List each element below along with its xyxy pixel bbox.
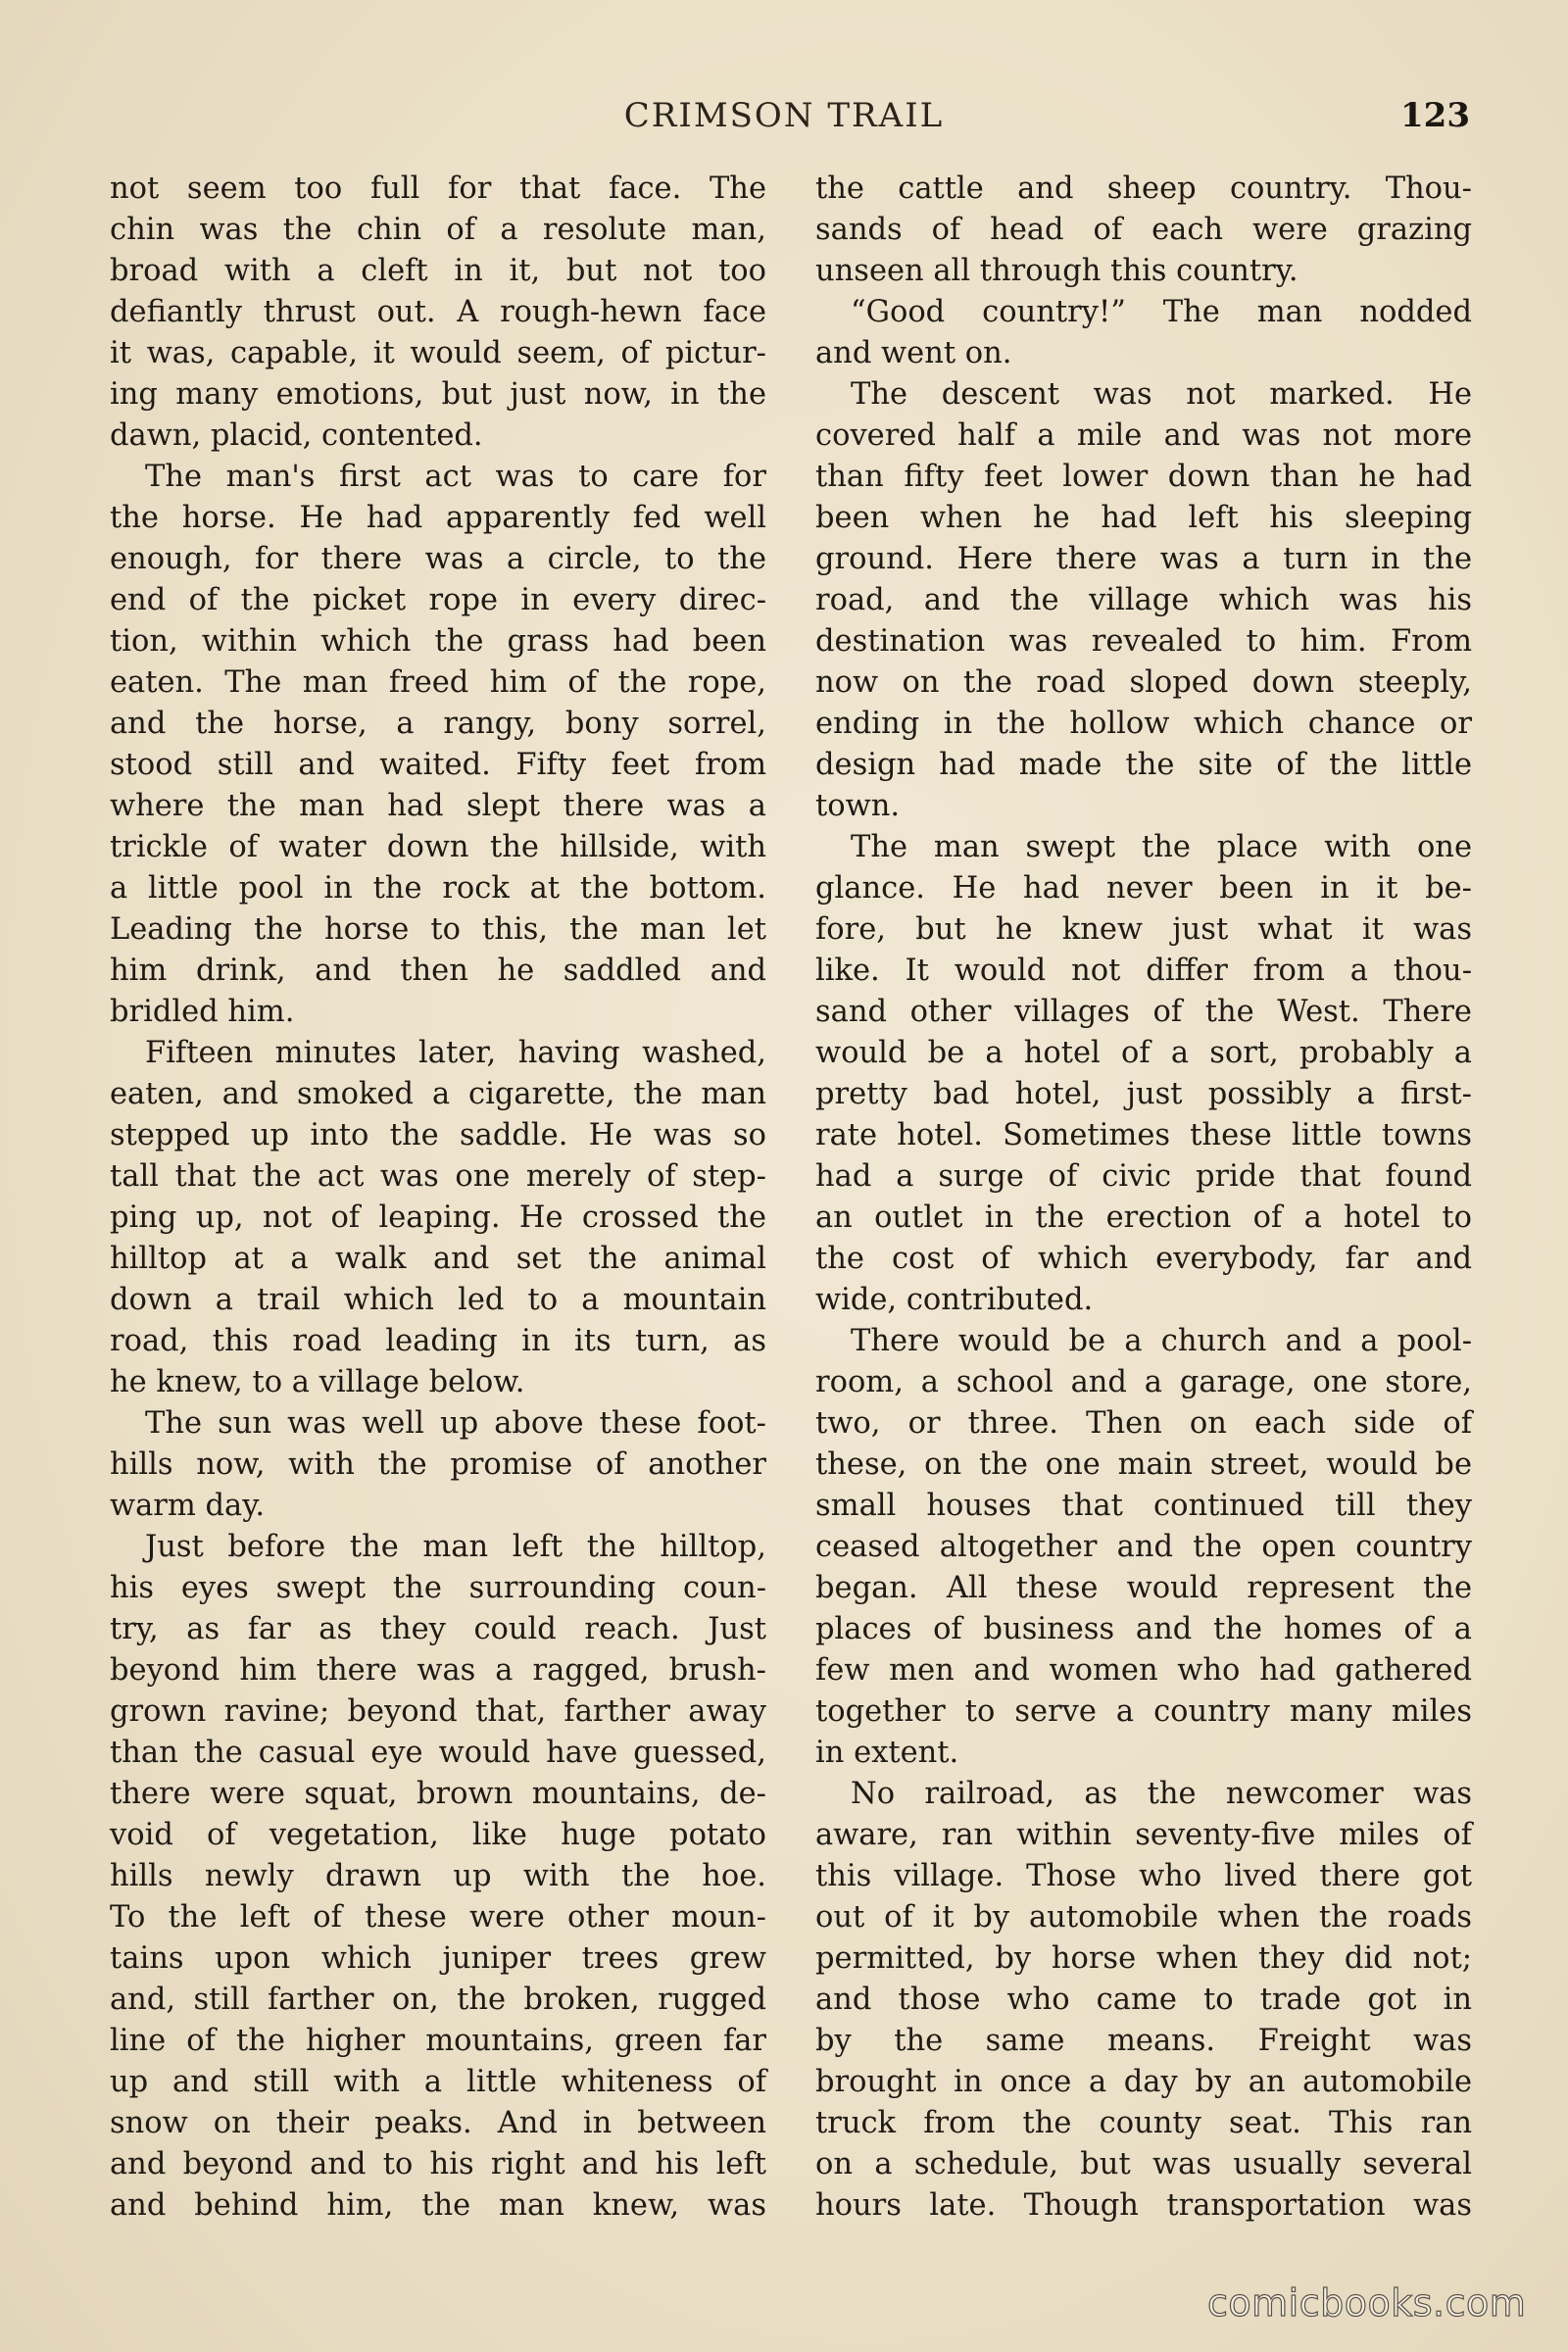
text-line: Just before the man left the hilltop, <box>145 1530 766 1564</box>
text-line: ground. Here there was a turn in the <box>815 542 1472 576</box>
text-column-right <box>815 169 1472 2227</box>
text-line: ing many emotions, but just now, in the <box>110 377 766 412</box>
text-line: ceased altogether and the open country <box>815 1530 1472 1564</box>
text-line: hours late. Though transportation was <box>815 2188 1472 2223</box>
text-line: where the man had slept there was a <box>110 789 766 823</box>
text-line: than fifty feet lower down than he had <box>815 460 1472 494</box>
text-line: not seem too full for that face. The <box>110 172 766 206</box>
text-line: “Good country!” The man nodded <box>851 295 1472 329</box>
text-line: The man swept the place with one <box>851 830 1472 864</box>
text-line: hills now, with the promise of another <box>110 1447 766 1482</box>
paragraph <box>815 292 1472 374</box>
text-line: broad with a cleft in it, but not too <box>110 254 766 288</box>
text-line: up and still with a little whiteness of <box>110 2065 766 2099</box>
text-line: the cost of which everybody, far and <box>815 1242 1472 1276</box>
text-line: dawn, placid, contented. <box>110 418 483 453</box>
text-line: defiantly thrust out. A rough-hewn face <box>110 295 766 329</box>
text-line: aware, ran within seventy-five miles of <box>815 1818 1472 1852</box>
running-title: CRIMSON TRAIL <box>623 96 945 135</box>
text-line: he knew, to a village below. <box>110 1365 525 1399</box>
text-line: design had made the site of the little <box>815 748 1472 782</box>
text-line: than the casual eye would have guessed, <box>110 1736 766 1770</box>
text-line: like. It would not differ from a thou- <box>815 954 1472 988</box>
text-line: had a surge of civic pride that found <box>815 1159 1472 1194</box>
text-line: fore, but he knew just what it was <box>815 912 1472 947</box>
text-line: stood still and waited. Fifty feet from <box>110 748 766 782</box>
text-line: covered half a mile and was not more <box>815 418 1472 453</box>
page-number: 123 <box>1400 96 1470 135</box>
text-line: small houses that continued till they <box>815 1489 1472 1523</box>
paragraph <box>815 827 1472 1321</box>
text-line: permitted, by horse when they did not; <box>815 1941 1472 1976</box>
text-line: tains upon which juniper trees grew <box>110 1941 766 1976</box>
text-line: snow on their peaks. And in between <box>110 2106 766 2140</box>
text-line: him drink, and then he saddled and <box>110 954 766 988</box>
text-line: trickle of water down the hillside, with <box>110 830 766 864</box>
text-line: down a trail which led to a mountain <box>110 1283 766 1317</box>
text-line: enough, for there was a circle, to the <box>110 542 766 576</box>
text-line: this village. Those who lived there got <box>815 1859 1472 1893</box>
text-line: Fifteen minutes later, having washed, <box>145 1036 766 1070</box>
text-line: sand other villages of the West. There <box>815 995 1472 1029</box>
text-line: truck from the county seat. This ran <box>815 2106 1472 2140</box>
text-line: destination was revealed to him. From <box>815 624 1472 659</box>
text-line: by the same means. Freight was <box>815 2024 1472 2058</box>
text-line: beyond him there was a ragged, brush- <box>110 1653 766 1688</box>
text-line: tion, within which the grass had been <box>110 624 766 659</box>
running-head <box>0 96 1568 145</box>
text-line: The sun was well up above these foot- <box>145 1406 766 1441</box>
text-line: on a schedule, but was usually several <box>815 2147 1472 2181</box>
text-line: and went on. <box>815 336 1012 370</box>
text-line: and the horse, a rangy, bony sorrel, <box>110 707 766 741</box>
text-line: an outlet in the erection of a hotel to <box>815 1200 1472 1235</box>
text-line: now on the road sloped down steeply, <box>815 665 1472 700</box>
text-line: there were squat, brown mountains, de- <box>110 1777 766 1811</box>
paragraph <box>815 374 1472 827</box>
text-line: been when he had left his sleeping <box>815 501 1472 535</box>
text-line: these, on the one main street, would be <box>815 1447 1472 1482</box>
text-line: There would be a church and a pool- <box>851 1324 1472 1358</box>
text-line: the cattle and sheep country. Thou- <box>815 172 1472 206</box>
text-line: hills newly drawn up with the hoe. <box>110 1859 766 1893</box>
text-line: No railroad, as the newcomer was <box>851 1777 1472 1811</box>
text-line: out of it by automobile when the roads <box>815 1900 1472 1935</box>
text-line: and beyond and to his right and his left <box>110 2147 766 2181</box>
text-line: places of business and the homes of a <box>815 1612 1472 1646</box>
paragraph <box>815 1321 1472 1774</box>
text-line: The descent was not marked. He <box>851 377 1472 412</box>
text-line: warm day. <box>110 1489 266 1523</box>
paragraph <box>815 1774 1472 2227</box>
text-line: ping up, not of leaping. He crossed the <box>110 1200 766 1235</box>
paragraph <box>110 1527 766 2227</box>
watermark: comicbooks.com <box>1207 2281 1527 2325</box>
text-line: The man's first act was to care for <box>145 460 766 494</box>
text-line: began. All these would represent the <box>815 1571 1472 1605</box>
text-line: and behind him, the man knew, was <box>110 2188 766 2223</box>
text-line: eaten, and smoked a cigarette, the man <box>110 1077 766 1111</box>
text-line: try, as far as they could reach. Just <box>110 1612 766 1646</box>
text-line: and those who came to trade got in <box>815 1983 1472 2017</box>
text-line: chin was the chin of a resolute man, <box>110 213 766 247</box>
text-line: it was, capable, it would seem, of pictur- <box>110 336 766 370</box>
text-line: rate hotel. Sometimes these little towns <box>815 1118 1472 1152</box>
text-line: few men and women who had gathered <box>815 1653 1472 1688</box>
text-line: Leading the horse to this, the man let <box>110 912 766 947</box>
text-line: void of vegetation, like huge potato <box>110 1818 766 1852</box>
text-line: glance. He had never been in it be- <box>815 871 1472 906</box>
text-line: pretty bad hotel, just possibly a first- <box>815 1077 1472 1111</box>
text-line: in extent. <box>815 1736 959 1770</box>
text-line: tall that the act was one merely of step- <box>110 1159 766 1194</box>
text-line: unseen all through this country. <box>815 254 1298 288</box>
paragraph <box>110 1403 766 1527</box>
text-line: sands of head of each were grazing <box>815 213 1472 247</box>
text-line: wide, contributed. <box>815 1283 1094 1317</box>
text-line: together to serve a country many miles <box>815 1694 1472 1729</box>
text-line: bridled him. <box>110 995 295 1029</box>
text-line: road, and the village which was his <box>815 583 1472 617</box>
text-line: line of the higher mountains, green far <box>110 2024 766 2058</box>
text-line: and, still farther on, the broken, rugged <box>110 1983 766 2017</box>
text-line: a little pool in the rock at the bottom. <box>110 871 766 906</box>
text-line: grown ravine; beyond that, farther away <box>110 1694 766 1729</box>
text-line: two, or three. Then on each side of <box>815 1406 1472 1441</box>
text-line: road, this road leading in its turn, as <box>110 1324 766 1358</box>
text-line: ending in the hollow which chance or <box>815 707 1472 741</box>
paragraph <box>110 1033 766 1403</box>
text-line: his eyes swept the surrounding coun- <box>110 1571 766 1605</box>
text-line: town. <box>815 789 901 823</box>
text-line: end of the picket rope in every direc- <box>110 583 766 617</box>
text-column-left <box>110 169 766 2227</box>
text-line: brought in once a day by an automobile <box>815 2065 1472 2099</box>
text-line: would be a hotel of a sort, probably a <box>815 1036 1472 1070</box>
text-line: room, a school and a garage, one store, <box>815 1365 1472 1399</box>
paragraph <box>110 169 766 457</box>
paragraph <box>815 169 1472 292</box>
text-line: stepped up into the saddle. He was so <box>110 1118 766 1152</box>
text-line: eaten. The man freed him of the rope, <box>110 665 766 700</box>
paragraph <box>110 457 766 1033</box>
text-line: To the left of these were other moun- <box>110 1900 766 1935</box>
text-line: hilltop at a walk and set the animal <box>110 1242 766 1276</box>
text-line: the horse. He had apparently fed well <box>110 501 766 535</box>
